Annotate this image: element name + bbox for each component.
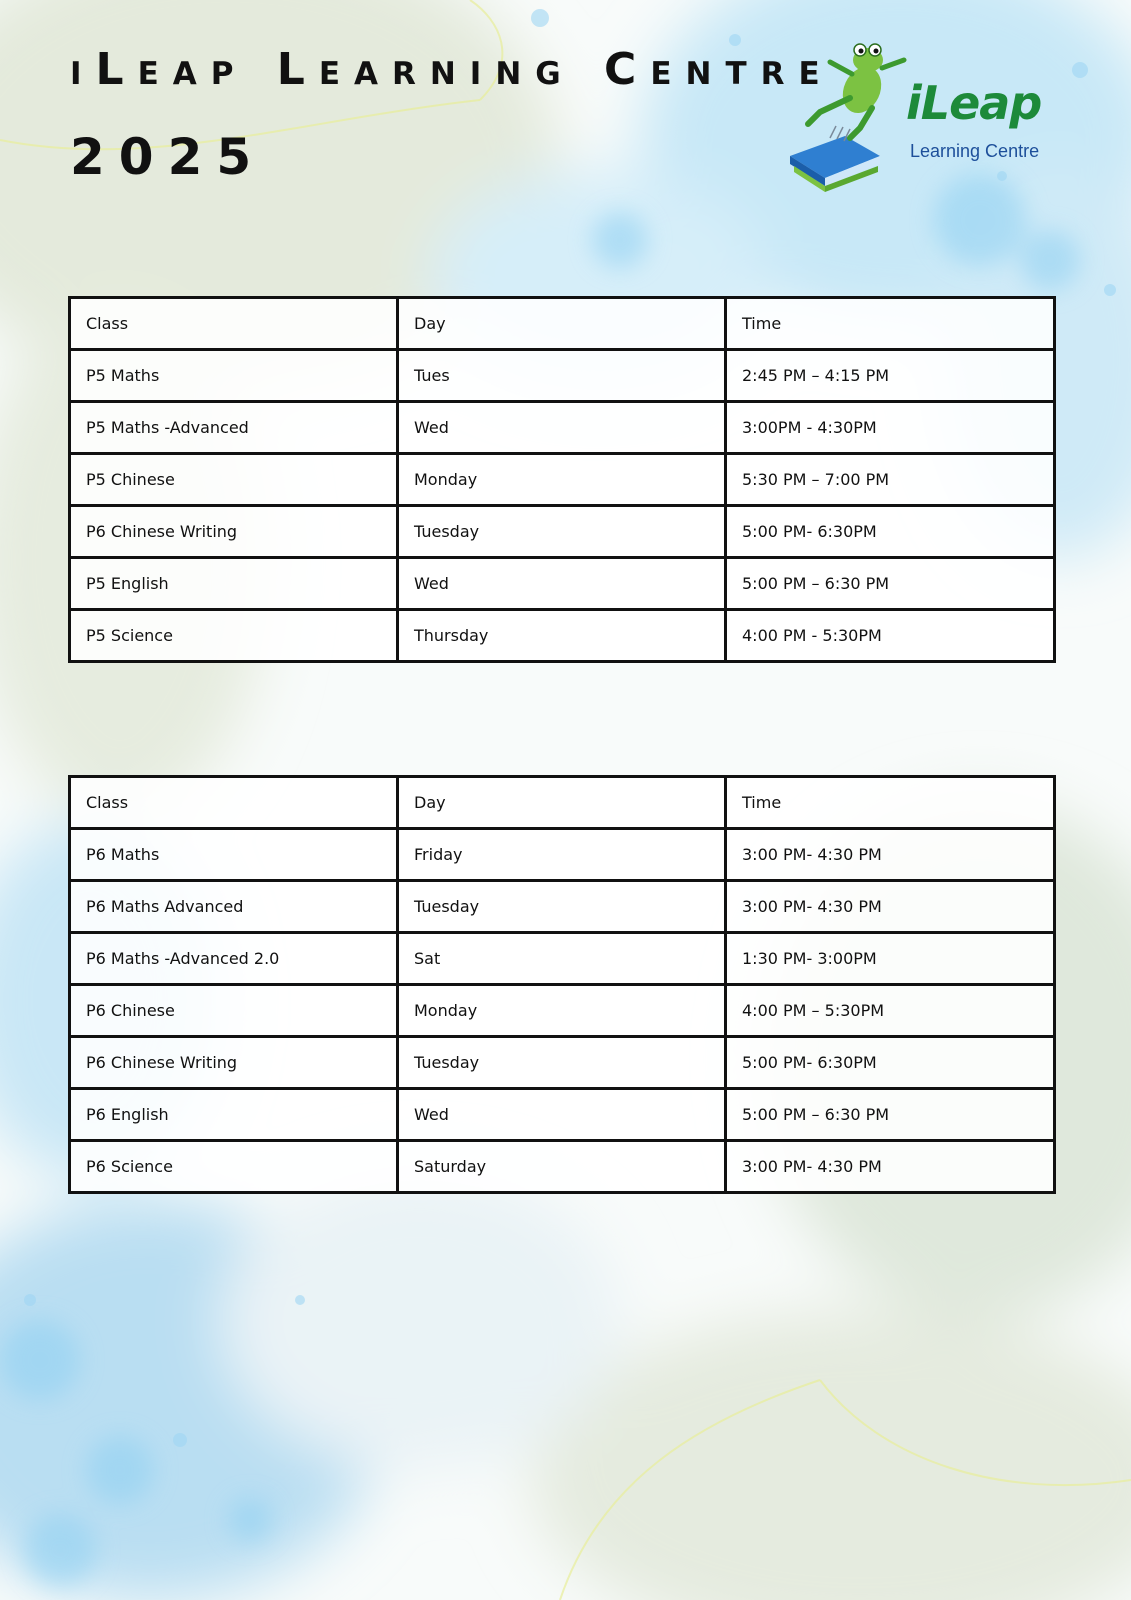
header-cell-class: Class (70, 298, 398, 350)
day-cell: Monday (398, 985, 726, 1037)
class-cell: P6 Chinese Writing (70, 506, 398, 558)
day-cell: Wed (398, 402, 726, 454)
class-cell: P5 Maths -Advanced (70, 402, 398, 454)
table-row (70, 1141, 1055, 1193)
time-cell: 3:00 PM- 4:30 PM (726, 829, 1055, 881)
class-cell: P5 English (70, 558, 398, 610)
frog-on-books-icon (790, 38, 910, 198)
class-cell: P6 Chinese Writing (70, 1037, 398, 1089)
table-row (70, 454, 1055, 506)
day-cell: Sat (398, 933, 726, 985)
day-cell: Tuesday (398, 506, 726, 558)
time-cell: 3:00 PM- 4:30 PM (726, 1141, 1055, 1193)
time-cell: 4:00 PM - 5:30PM (726, 610, 1055, 662)
books-icon (790, 136, 880, 192)
time-cell: 2:45 PM – 4:15 PM (726, 350, 1055, 402)
header-cell-time: Time (726, 777, 1055, 829)
table-header-row (70, 777, 1055, 829)
table-row (70, 350, 1055, 402)
table-row (70, 985, 1055, 1037)
class-cell: P5 Science (70, 610, 398, 662)
time-cell: 5:00 PM – 6:30 PM (726, 1089, 1055, 1141)
table-row (70, 881, 1055, 933)
ileap-logo (790, 38, 1060, 198)
table-row (70, 1089, 1055, 1141)
class-cell: P5 Maths (70, 350, 398, 402)
day-cell: Monday (398, 454, 726, 506)
logo-name: iLeap (906, 76, 1042, 130)
day-cell: Tuesday (398, 1037, 726, 1089)
day-cell: Friday (398, 829, 726, 881)
table-row (70, 829, 1055, 881)
day-cell: Saturday (398, 1141, 726, 1193)
class-cell: P6 Maths Advanced (70, 881, 398, 933)
time-cell: 3:00 PM- 4:30 PM (726, 881, 1055, 933)
day-cell: Tuesday (398, 881, 726, 933)
table-row (70, 933, 1055, 985)
time-cell: 5:00 PM – 6:30 PM (726, 558, 1055, 610)
header-cell-time: Time (726, 298, 1055, 350)
table-row (70, 402, 1055, 454)
class-cell: P6 English (70, 1089, 398, 1141)
time-cell: 3:00PM - 4:30PM (726, 402, 1055, 454)
day-cell: Wed (398, 1089, 726, 1141)
class-cell: P6 Science (70, 1141, 398, 1193)
class-cell: P5 Chinese (70, 454, 398, 506)
time-cell: 1:30 PM- 3:00PM (726, 933, 1055, 985)
day-cell: Tues (398, 350, 726, 402)
class-cell: P6 Chinese (70, 985, 398, 1037)
frog-icon (808, 44, 904, 138)
class-cell: P6 Maths (70, 829, 398, 881)
table-row (70, 1037, 1055, 1089)
class-cell: P6 Maths -Advanced 2.0 (70, 933, 398, 985)
table-row (70, 506, 1055, 558)
time-cell: 4:00 PM – 5:30PM (726, 985, 1055, 1037)
table-row (70, 558, 1055, 610)
time-cell: 5:00 PM- 6:30PM (726, 1037, 1055, 1089)
time-cell: 5:00 PM- 6:30PM (726, 506, 1055, 558)
schedule-table-p6 (68, 775, 1056, 1194)
table-row (70, 610, 1055, 662)
schedule-table-p5 (68, 296, 1056, 663)
logo-subtitle: Learning Centre (910, 141, 1040, 161)
day-cell: Wed (398, 558, 726, 610)
table-header-row (70, 298, 1055, 350)
header-cell-day: Day (398, 298, 726, 350)
page-title: iLeap Learning Centre (70, 44, 834, 95)
header-cell-class: Class (70, 777, 398, 829)
page-year: 2025 (70, 128, 266, 186)
time-cell: 5:30 PM – 7:00 PM (726, 454, 1055, 506)
header-cell-day: Day (398, 777, 726, 829)
day-cell: Thursday (398, 610, 726, 662)
